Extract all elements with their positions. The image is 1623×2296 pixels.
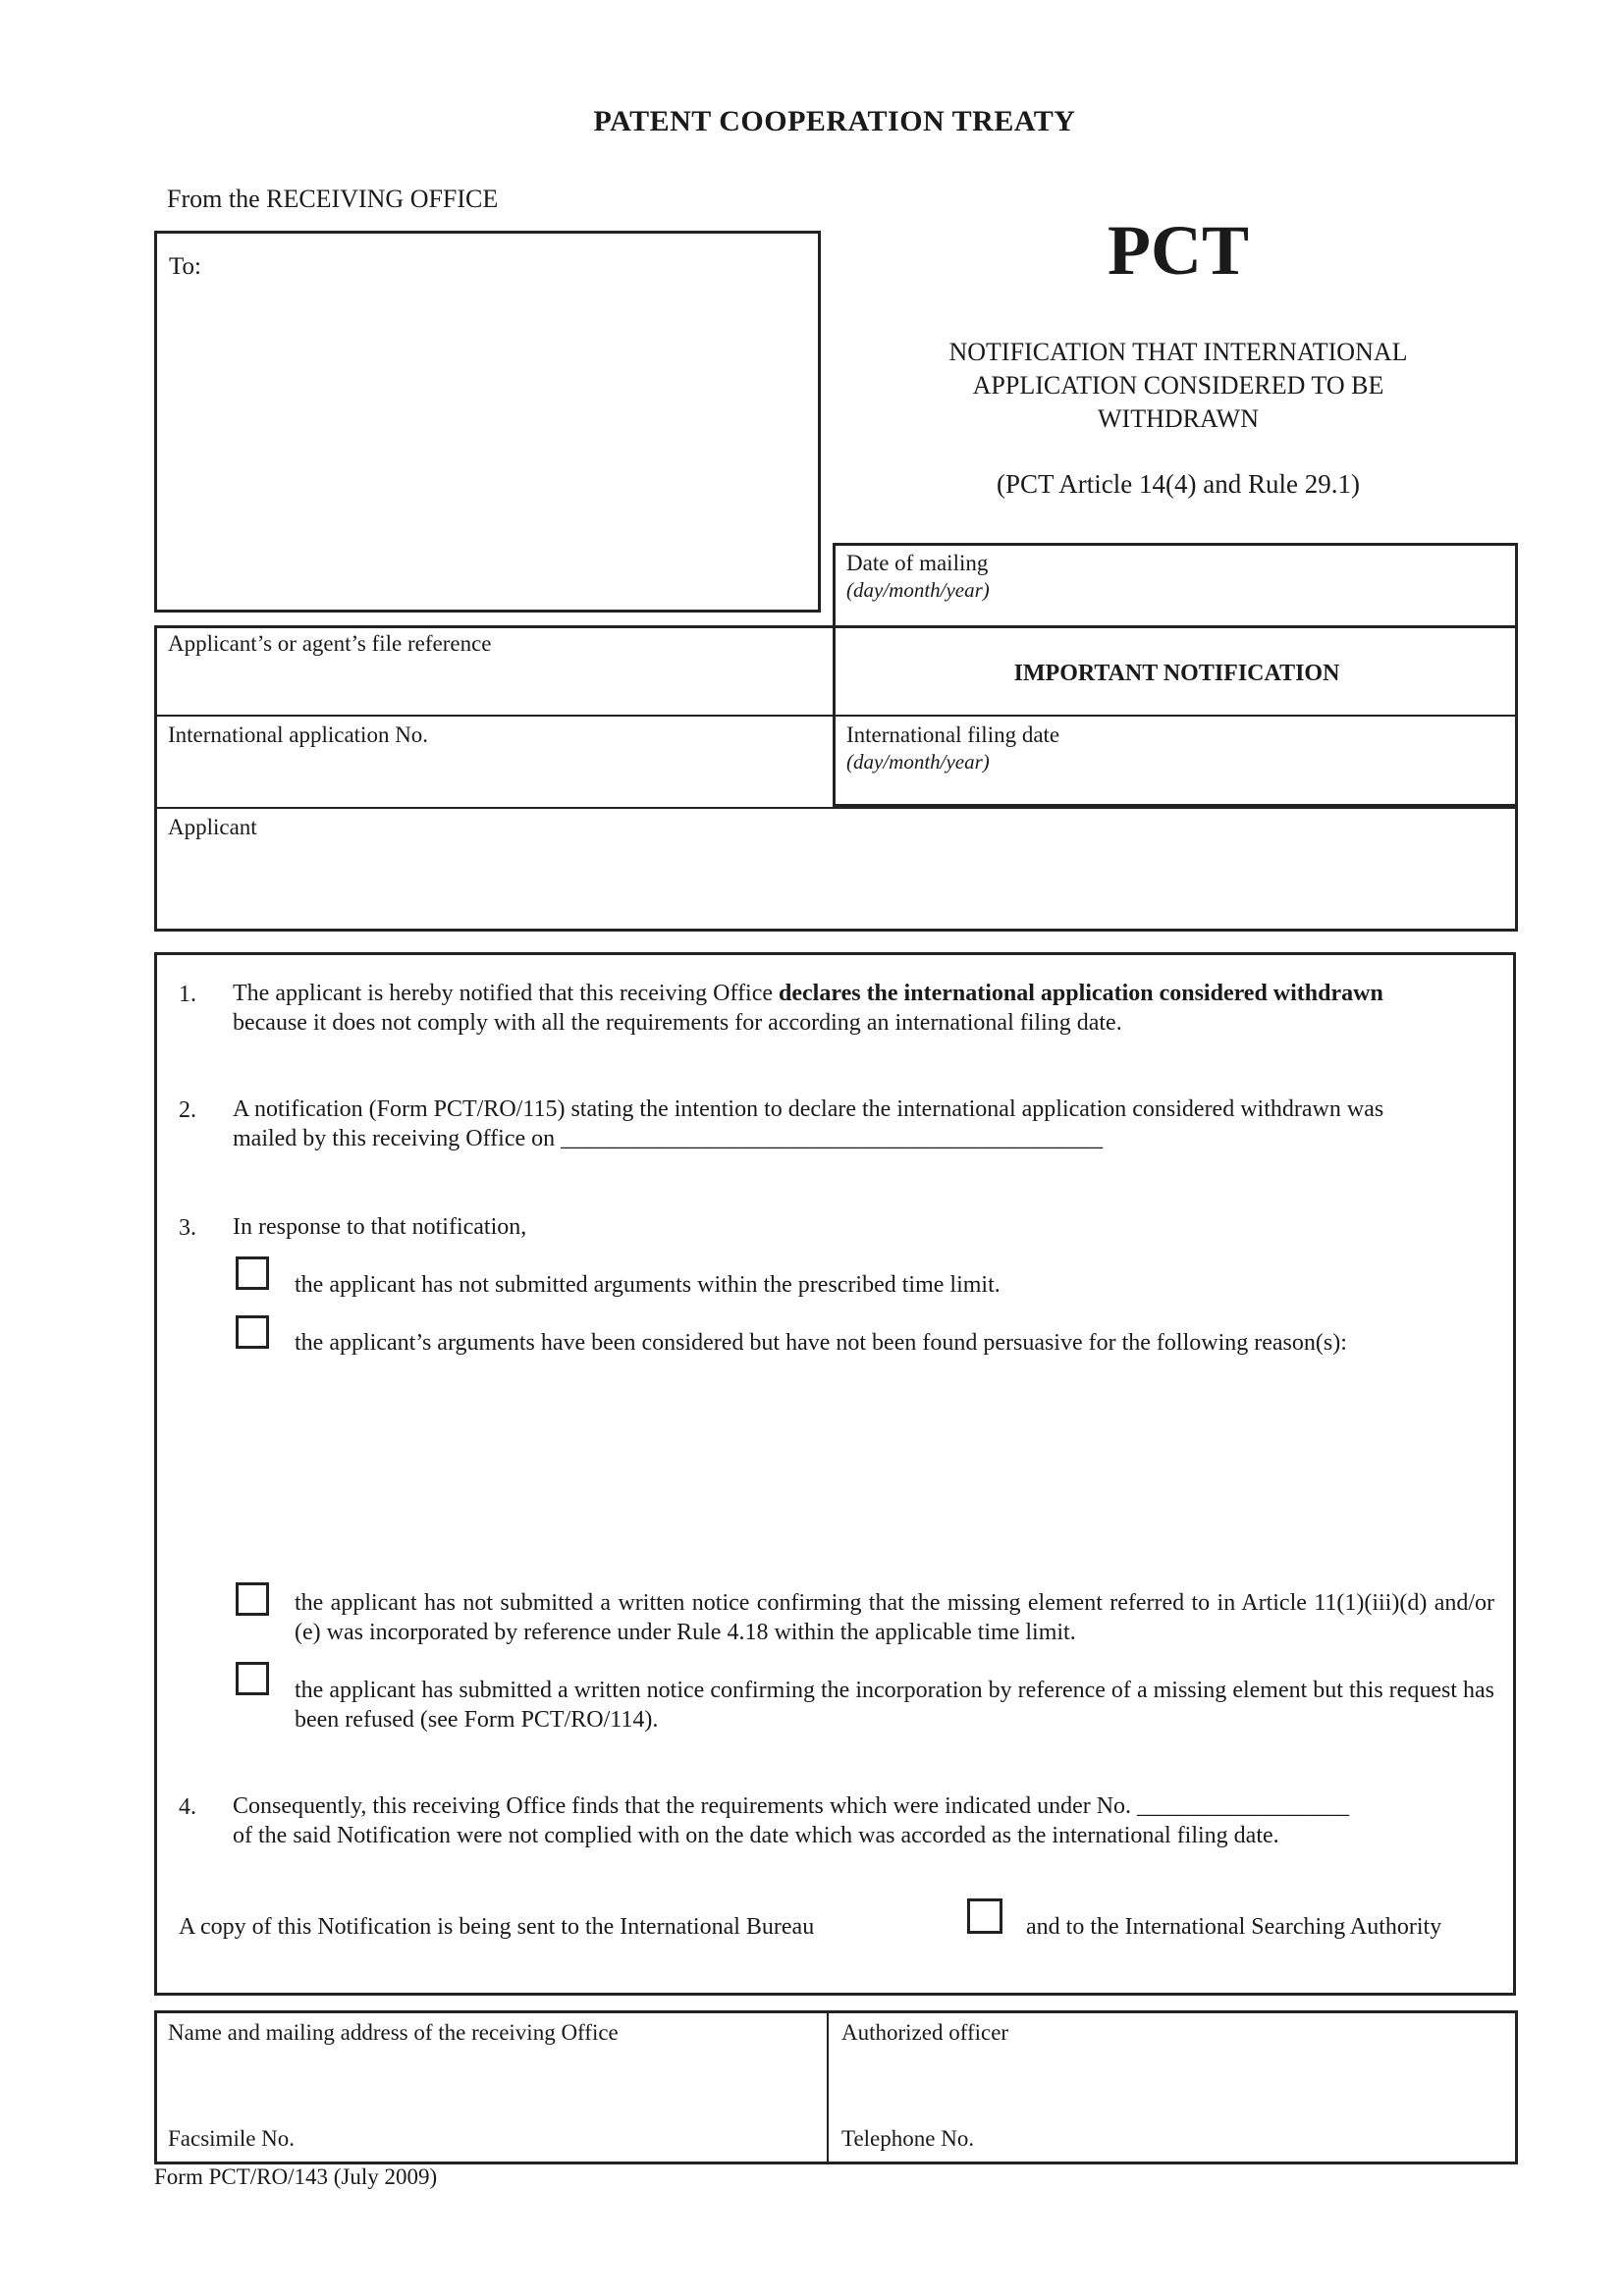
intl-filing-date-label: International filing date bbox=[846, 722, 1060, 747]
item-1-text-a: The applicant is hereby notified that this receiving Office bbox=[233, 981, 780, 1006]
important-notification: IMPORTANT NOTIFICATION bbox=[1013, 661, 1340, 686]
intl-application-no-label: International application No. bbox=[168, 722, 429, 747]
notification-title-line-3: WITHDRAWN bbox=[1098, 404, 1259, 433]
option-4-checkbox[interactable] bbox=[236, 1662, 269, 1695]
item-4-number: 4. bbox=[179, 1794, 196, 1820]
option-2-text: the applicant’s arguments have been considered but have not been found persuasive for the following reason(s): bbox=[295, 1330, 1347, 1356]
date-of-mailing-format: (day/month/year) bbox=[846, 578, 990, 602]
notification-title bbox=[864, 336, 1492, 436]
intl-filing-date-format: (day/month/year) bbox=[846, 750, 990, 774]
item-2-line-2[interactable]: mailed by this receiving Office on ______________________________________________ bbox=[233, 1126, 1104, 1151]
item-3-intro: In response to that notification, bbox=[233, 1214, 527, 1240]
option-3-text: the applicant has not submitted a written notice confirming that the missing element referred to in Article 11(1)(iii)(d) and/or (e) was incorporated by reference under Rule 4.18 within the applicable time limit. bbox=[295, 1590, 1494, 1645]
facsimile-label: Facsimile No. bbox=[168, 2126, 296, 2151]
item-2-number: 2. bbox=[179, 1097, 196, 1123]
option-4-text: the applicant has submitted a written notice confirming the incorporation by reference of a missing element but this request has been refused (see Form PCT/RO/114). bbox=[295, 1678, 1494, 1733]
item-1-bold: declares the international application considered withdrawn bbox=[779, 981, 1383, 1006]
file-reference-box[interactable] bbox=[154, 625, 1518, 932]
item-4-line-2: of the said Notification were not complied with on the date which was accorded as the international filing date. bbox=[233, 1823, 1279, 1848]
notification-title-line-1: NOTIFICATION THAT INTERNATIONAL bbox=[948, 338, 1408, 366]
applicant-label: Applicant bbox=[168, 815, 257, 839]
item-1-text bbox=[233, 979, 1499, 1038]
office-address-label: Name and mailing address of the receiving Office bbox=[168, 2020, 619, 2045]
to-label: To: bbox=[169, 253, 201, 280]
item-4-text bbox=[233, 1791, 1499, 1850]
option-1-text: the applicant has not submitted arguments within the prescribed time limit. bbox=[295, 1272, 1001, 1298]
option-2-checkbox[interactable] bbox=[236, 1315, 269, 1349]
copy-notice-text: A copy of this Notification is being sent to the International Bureau bbox=[179, 1914, 815, 1940]
file-reference-label: Applicant’s or agent’s file reference bbox=[168, 631, 492, 656]
option-1-checkbox[interactable] bbox=[236, 1256, 269, 1290]
to-address-box[interactable] bbox=[154, 231, 821, 613]
form-footer: Form PCT/RO/143 (July 2009) bbox=[154, 2164, 438, 2189]
from-receiving-office: From the RECEIVING OFFICE bbox=[167, 185, 499, 213]
isa-copy-checkbox[interactable] bbox=[967, 1898, 1002, 1934]
date-of-mailing-label: Date of mailing bbox=[846, 551, 989, 575]
item-2-line-1: A notification (Form PCT/RO/115) stating the intention to declare the international application considered withdrawn was bbox=[233, 1096, 1384, 1122]
option-3-checkbox[interactable] bbox=[236, 1582, 269, 1616]
article-reference: (PCT Article 14(4) and Rule 29.1) bbox=[997, 469, 1360, 499]
notification-title-line-2: APPLICATION CONSIDERED TO BE bbox=[972, 371, 1384, 400]
item-3-number: 3. bbox=[179, 1215, 196, 1241]
isa-copy-text: and to the International Searching Authority bbox=[1026, 1914, 1442, 1940]
form-title: PATENT COOPERATION TREATY bbox=[593, 105, 1076, 137]
item-4-line-1[interactable]: Consequently, this receiving Office finds that the requirements which were indicated under No. __________________ bbox=[233, 1793, 1350, 1819]
item-2-text bbox=[233, 1095, 1499, 1153]
authorized-officer-label: Authorized officer bbox=[841, 2020, 1009, 2045]
item-1-number: 1. bbox=[179, 982, 196, 1007]
item-1-text-b: because it does not comply with all the requirements for according an international filing date. bbox=[233, 1010, 1122, 1036]
pct-logo-text: PCT bbox=[1108, 211, 1249, 290]
telephone-label: Telephone No. bbox=[841, 2126, 975, 2151]
